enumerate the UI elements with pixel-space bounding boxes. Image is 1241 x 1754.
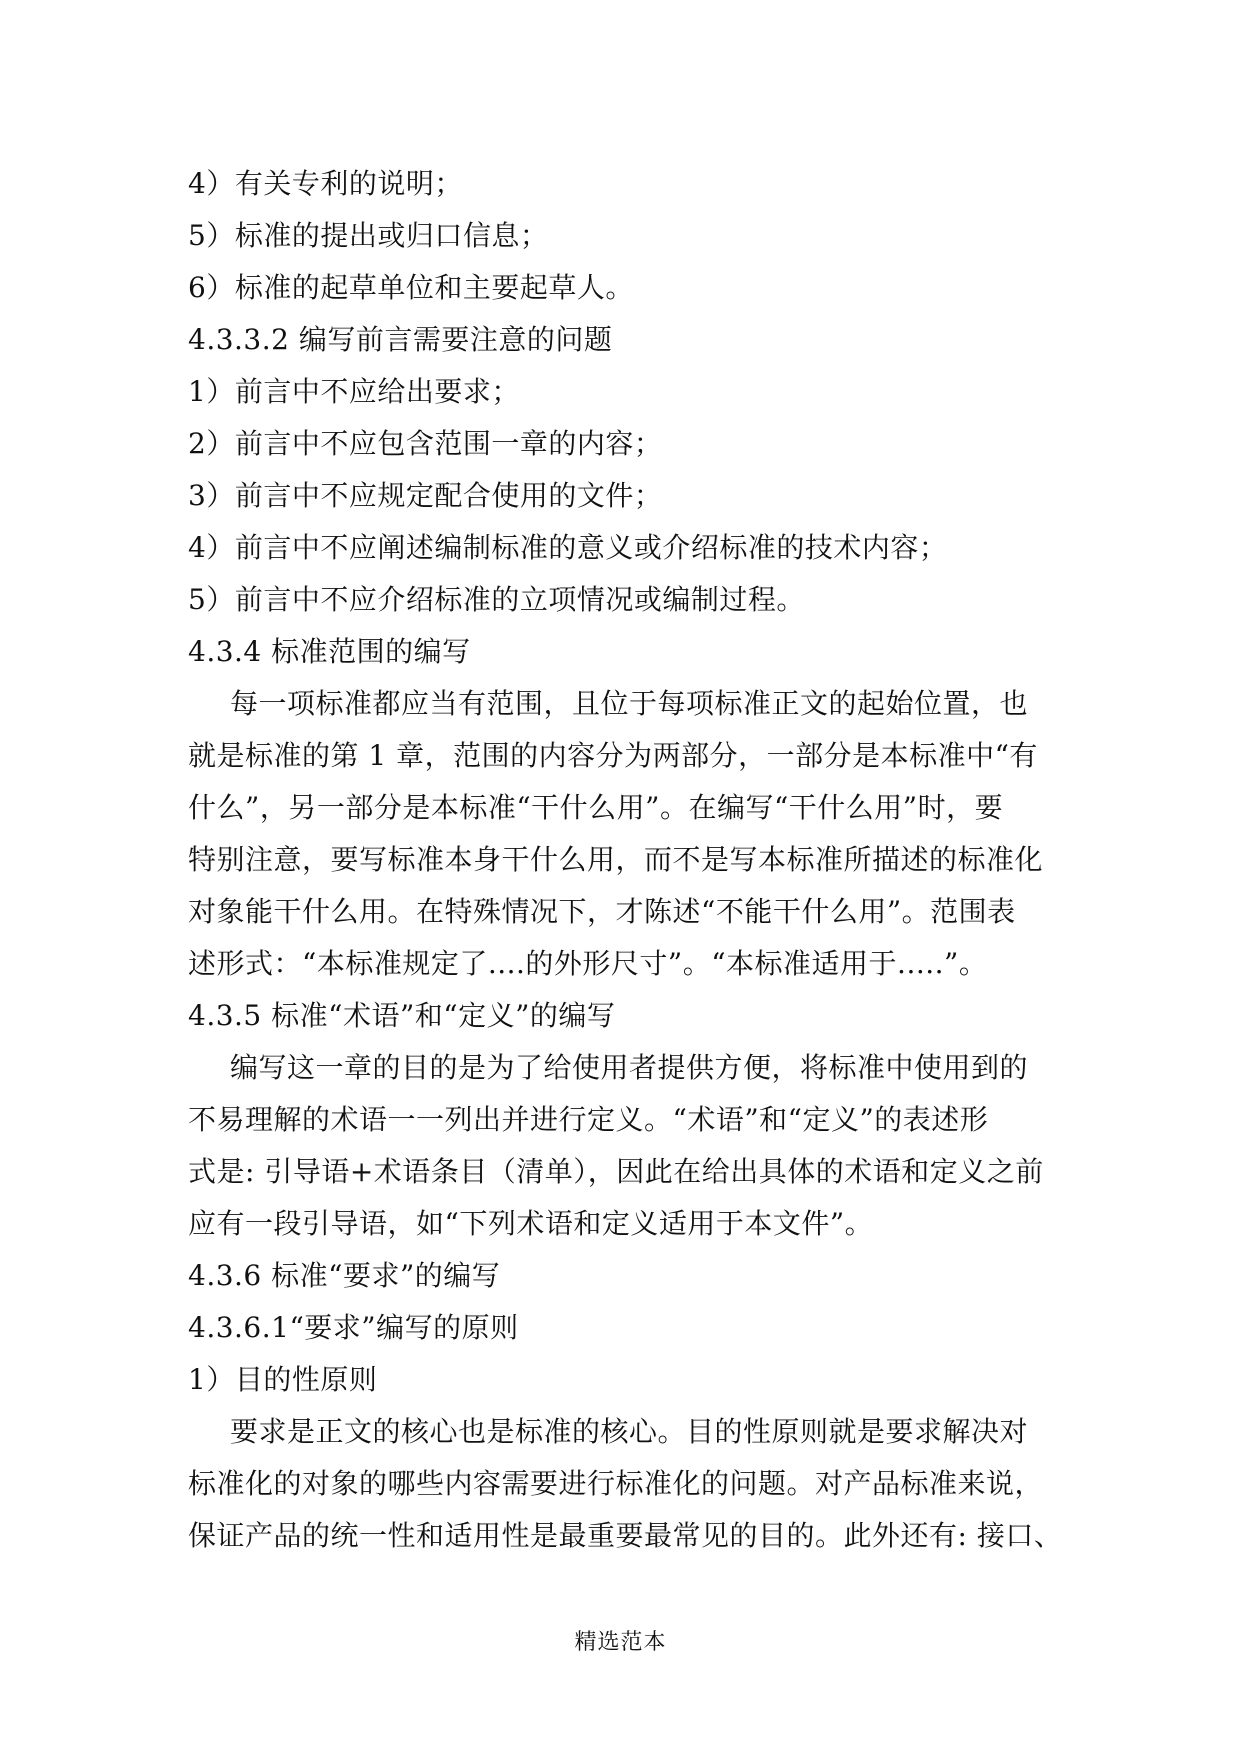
paragraph-terms: [188, 1042, 1054, 1250]
section-heading-4-3-6-1: 4.3.6.1“要求”编写的原则: [188, 1311, 519, 1344]
list-item-no-requirements: 1）前言中不应给出要求；: [188, 375, 520, 408]
list-item-no-documents: 3）前言中不应规定配合使用的文件；: [188, 479, 663, 512]
paragraph-line: 标准化的对象的哪些内容需要进行标准化的问题。对产品标准来说，: [188, 1467, 1044, 1500]
paragraph-line: 应有一段引导语，如“下列术语和定义适用于本文件”。: [188, 1207, 874, 1240]
paragraph-purpose: [188, 1406, 1063, 1562]
list-item-purpose-principle: 1）目的性原则: [188, 1363, 378, 1396]
list-item-no-significance: 4）前言中不应阐述编制标准的意义或介绍标准的技术内容；: [188, 531, 948, 564]
paragraph-line: 对象能干什么用。在特殊情况下，才陈述“不能干什么用”。范围表: [188, 895, 1016, 928]
list-item-no-scope: 2）前言中不应包含范围一章的内容；: [188, 427, 663, 460]
page-footer: 精选范本: [574, 1630, 667, 1655]
section-heading-4-3-6: 4.3.6 标准“要求”的编写: [188, 1259, 501, 1292]
list-item-drafters: 6）标准的起草单位和主要起草人。: [188, 271, 634, 304]
paragraph-line: 每一项标准都应当有范围，且位于每项标准正文的起始位置，也: [230, 687, 1029, 720]
paragraph-line: 就是标准的第 1 章，范围的内容分为两部分，一部分是本标准中“有: [188, 739, 1038, 772]
paragraph-scope: [188, 678, 1054, 990]
section-heading-4-3-4: 4.3.4 标准范围的编写: [188, 635, 471, 668]
list-item-proposal: 5）标准的提出或归口信息；: [188, 219, 549, 252]
list-item-patent: 4）有关专利的说明；: [188, 167, 463, 200]
paragraph-line: 保证产品的统一性和适用性是最重要最常见的目的。此外还有: 接口、: [188, 1519, 1063, 1552]
paragraph-line: 不易理解的术语一一列出并进行定义。“术语”和“定义”的表述形: [188, 1103, 989, 1136]
paragraph-line: 述形式：“本标准规定了....的外形尺寸”。“本标准适用于.....”。: [188, 947, 988, 980]
paragraph-line: 特别注意，要写标准本身干什么用，而不是写本标准所描述的标准化: [188, 843, 1044, 876]
paragraph-line: 式是: 引导语+术语条目（清单），因此在给出具体的术语和定义之前: [188, 1155, 1044, 1188]
page-body: [188, 158, 1063, 1562]
section-heading-4-3-5: 4.3.5 标准“术语”和“定义”的编写: [188, 999, 616, 1032]
section-heading-4-3-3-2: 4.3.3.2 编写前言需要注意的问题: [188, 323, 613, 356]
paragraph-line: 什么”，另一部分是本标准“干什么用”。在编写“干什么用”时，要: [188, 791, 1004, 824]
paragraph-line: 编写这一章的目的是为了给使用者提供方便，将标准中使用到的: [230, 1051, 1029, 1084]
paragraph-line: 要求是正文的核心也是标准的核心。目的性原则就是要求解决对: [230, 1415, 1029, 1448]
list-item-no-process: 5）前言中不应介绍标准的立项情况或编制过程。: [188, 583, 805, 616]
